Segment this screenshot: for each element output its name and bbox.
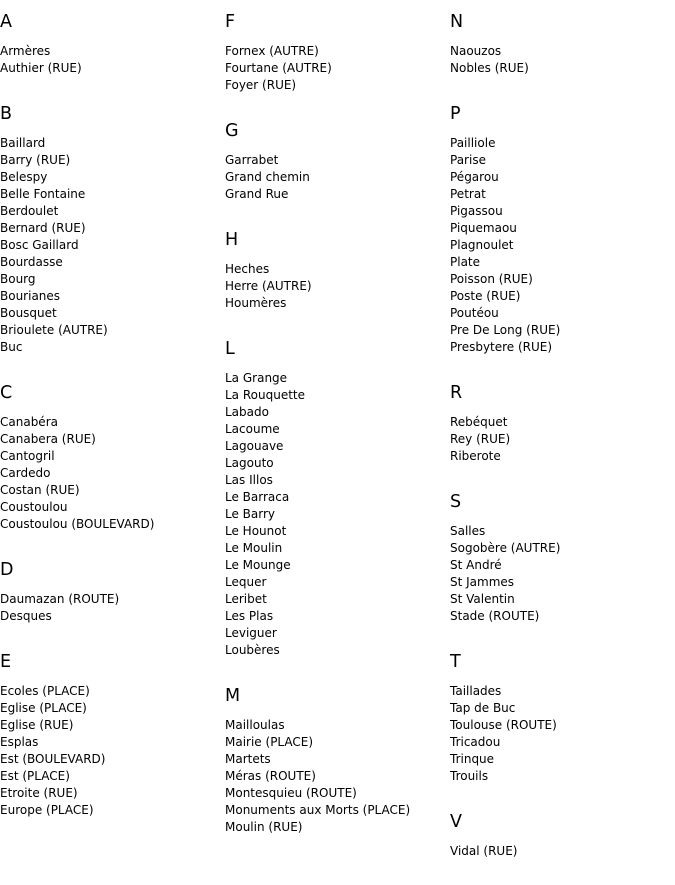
street-name: Bousquet	[0, 306, 57, 320]
street-name: Le Moulin	[225, 541, 283, 555]
letter-section-r	[450, 381, 675, 465]
letter-section-p	[450, 102, 675, 356]
street-name: Coustoulou (BOULEVARD)	[0, 517, 155, 531]
street-name: Stade (ROUTE)	[450, 609, 540, 623]
street-name: Las Illos	[225, 473, 273, 487]
section-letter-heading: T	[450, 652, 461, 672]
street-name: Trinque	[450, 752, 495, 766]
street-name: Coustoulou	[0, 500, 68, 514]
street-name: Bourg	[0, 272, 36, 286]
street-name: Leribet	[225, 592, 267, 606]
letter-section-t	[450, 650, 675, 785]
section-letter-heading: S	[450, 492, 462, 512]
street-name: Sogobère (AUTRE)	[450, 541, 561, 555]
street-name: Grand Rue	[225, 187, 289, 201]
street-name: Foyer (RUE)	[225, 78, 297, 92]
street-list	[0, 43, 225, 77]
section-letter-heading: B	[0, 104, 13, 124]
street-name: Houmères	[225, 296, 287, 310]
street-name: Berdoulet	[0, 204, 59, 218]
street-name: Desques	[0, 609, 52, 623]
street-name: Tricadou	[450, 735, 501, 749]
street-name: Fourtane (AUTRE)	[225, 61, 332, 75]
street-name: Les Plas	[225, 609, 274, 623]
section-letter-heading: N	[450, 12, 464, 32]
section-letter-heading: D	[0, 560, 14, 580]
street-name: Rey (RUE)	[450, 432, 511, 446]
street-name: Baillard	[0, 136, 46, 150]
street-name: La Rouquette	[225, 388, 305, 402]
street-name: La Grange	[225, 371, 288, 385]
street-name: Brioulete (AUTRE)	[0, 323, 108, 337]
street-name: Le Mounge	[225, 558, 291, 572]
street-index-column-3	[450, 10, 675, 885]
letter-section-c	[0, 381, 225, 533]
street-list	[225, 261, 450, 312]
street-name: Pailliole	[450, 136, 496, 150]
street-name: Lequer	[225, 575, 267, 589]
street-list	[225, 370, 450, 659]
street-list	[0, 135, 225, 356]
street-list	[0, 683, 225, 819]
street-name: Poutéou	[450, 306, 499, 320]
street-name: Bosc Gaillard	[0, 238, 79, 252]
street-name: Authier (RUE)	[0, 61, 82, 75]
street-name: Lagouave	[225, 439, 284, 453]
street-name: Pre De Long (RUE)	[450, 323, 561, 337]
section-letter-heading: A	[0, 12, 12, 32]
street-name: St André	[450, 558, 502, 572]
street-name: Ecoles (PLACE)	[0, 684, 90, 698]
section-letter-heading: P	[450, 104, 461, 124]
street-name: Vidal (RUE)	[450, 844, 518, 858]
street-list	[450, 135, 675, 356]
street-name: Naouzos	[450, 44, 502, 58]
street-name: Lagouto	[225, 456, 274, 470]
section-letter-heading: M	[225, 686, 241, 706]
letter-section-f	[225, 10, 450, 94]
street-name: Nobles (RUE)	[450, 61, 529, 75]
street-name: Martets	[225, 752, 271, 766]
street-name: Pigassou	[450, 204, 503, 218]
street-name: Canabera (RUE)	[0, 432, 96, 446]
letter-section-s	[450, 490, 675, 625]
street-list	[450, 683, 675, 785]
street-name: Bourianes	[0, 289, 61, 303]
section-letter-heading: G	[225, 121, 239, 141]
street-name: Riberote	[450, 449, 501, 463]
street-name: Esplas	[0, 735, 39, 749]
street-name: Fornex (AUTRE)	[225, 44, 319, 58]
letter-section-l	[225, 337, 450, 659]
street-name: Poisson (RUE)	[450, 272, 533, 286]
street-name: Le Barry	[225, 507, 276, 521]
letter-section-m	[225, 684, 450, 836]
street-name: Rebéquet	[450, 415, 508, 429]
street-name: Mairie (PLACE)	[225, 735, 314, 749]
street-name: Est (BOULEVARD)	[0, 752, 106, 766]
section-letter-heading: V	[450, 812, 462, 832]
section-letter-heading: L	[225, 339, 235, 359]
letter-section-h	[225, 228, 450, 312]
section-letter-heading: R	[450, 383, 463, 403]
letter-section-n	[450, 10, 675, 77]
street-name: Armères	[0, 44, 51, 58]
street-name: Grand chemin	[225, 170, 310, 184]
street-name: Cantogril	[0, 449, 55, 463]
street-name: Montesquieu (ROUTE)	[225, 786, 357, 800]
street-name: Piquemaou	[450, 221, 517, 235]
street-name: Moulin (RUE)	[225, 820, 303, 834]
street-name: Plate	[450, 255, 481, 269]
street-name: Tap de Buc	[450, 701, 516, 715]
street-name: Europe (PLACE)	[0, 803, 94, 817]
section-letter-heading: E	[0, 652, 12, 672]
street-list	[450, 523, 675, 625]
street-name: Loubères	[225, 643, 280, 657]
street-name: Plagnoulet	[450, 238, 514, 252]
street-name: Labado	[225, 405, 269, 419]
letter-section-b	[0, 102, 225, 356]
section-letter-heading: H	[225, 230, 239, 250]
letter-section-e	[0, 650, 225, 819]
street-list	[450, 43, 675, 77]
street-list	[450, 843, 675, 860]
street-name: Etroite (RUE)	[0, 786, 78, 800]
street-index-column-1	[0, 10, 225, 844]
street-list	[225, 717, 450, 836]
street-list	[225, 43, 450, 94]
street-name: Le Barraca	[225, 490, 290, 504]
street-name: Bourdasse	[0, 255, 63, 269]
section-letter-heading: F	[225, 12, 236, 32]
street-name: Garrabet	[225, 153, 279, 167]
street-name: Lacoume	[225, 422, 280, 436]
street-name: Bernard (RUE)	[0, 221, 86, 235]
street-name: Presbytere (RUE)	[450, 340, 553, 354]
street-name: Salles	[450, 524, 486, 538]
street-name: Eglise (PLACE)	[0, 701, 87, 715]
street-list	[450, 414, 675, 465]
street-name: Barry (RUE)	[0, 153, 71, 167]
street-name: Cardedo	[0, 466, 51, 480]
street-name: Daumazan (ROUTE)	[0, 592, 120, 606]
street-name: St Valentin	[450, 592, 515, 606]
street-name: Est (PLACE)	[0, 769, 70, 783]
section-letter-heading: C	[0, 383, 13, 403]
letter-section-d	[0, 558, 225, 625]
street-name: Leviguer	[225, 626, 277, 640]
street-list	[225, 152, 450, 203]
street-name: Petrat	[450, 187, 486, 201]
street-name: Costan (RUE)	[0, 483, 80, 497]
street-index-column-2	[225, 10, 450, 861]
street-name: Parise	[450, 153, 486, 167]
street-name: Belle Fontaine	[0, 187, 86, 201]
street-name: Taillades	[450, 684, 502, 698]
street-name: Eglise (RUE)	[0, 718, 74, 732]
street-name: Trouils	[450, 769, 489, 783]
street-list	[0, 414, 225, 533]
street-name: Monuments aux Morts (PLACE)	[225, 803, 411, 817]
letter-section-g	[225, 119, 450, 203]
street-name: Belespy	[0, 170, 48, 184]
street-name: Buc	[0, 340, 23, 354]
street-name: Poste (RUE)	[450, 289, 521, 303]
street-name: St Jammes	[450, 575, 515, 589]
street-name: Pégarou	[450, 170, 499, 184]
street-name: Méras (ROUTE)	[225, 769, 316, 783]
street-name: Heches	[225, 262, 270, 276]
street-list	[0, 591, 225, 625]
street-name: Herre (AUTRE)	[225, 279, 312, 293]
street-name: Le Hounot	[225, 524, 287, 538]
letter-section-v	[450, 810, 675, 860]
street-name: Canabéra	[0, 415, 58, 429]
letter-section-a	[0, 10, 225, 77]
street-name: Toulouse (ROUTE)	[450, 718, 557, 732]
street-name: Mailloulas	[225, 718, 285, 732]
